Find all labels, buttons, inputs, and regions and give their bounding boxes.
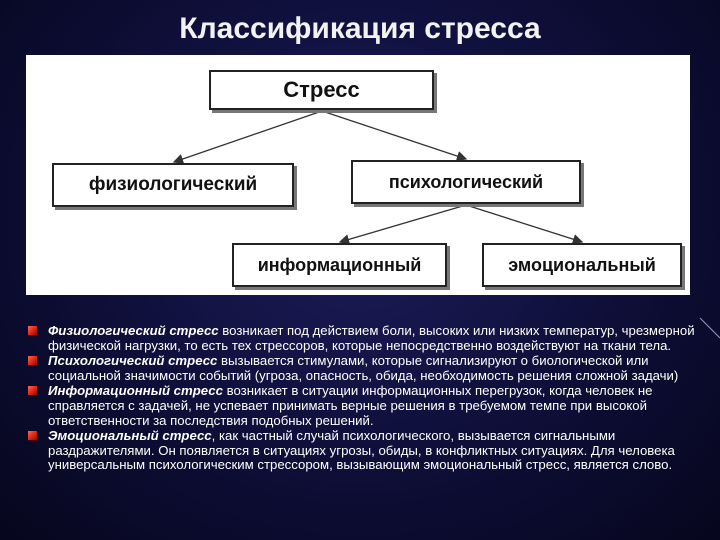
slide-title: Классификация стресса xyxy=(179,12,541,45)
arrow-root-phys xyxy=(174,111,322,162)
definition-item xyxy=(28,324,698,353)
definition-text: вызывается стимулами, которые сигнализируют о биологической или социальной значимости событий (угроза, опасность, обида, необходимость решения сложной задачи) xyxy=(48,353,679,383)
definition-term: Физиологический стресс xyxy=(48,323,219,338)
arrow-root-psy xyxy=(322,111,466,159)
definition-item xyxy=(28,384,698,428)
node-psychological: психологический xyxy=(351,160,581,204)
definition-item xyxy=(28,354,698,383)
arrow-psy-info xyxy=(340,205,466,242)
arrow-psy-emo xyxy=(466,205,582,242)
definitions-list xyxy=(28,324,698,474)
bullet-icon xyxy=(28,356,37,365)
definition-item xyxy=(28,429,698,473)
bullet-icon xyxy=(28,326,37,335)
node-informational: информационный xyxy=(232,243,447,287)
bullet-icon xyxy=(28,386,37,395)
node-stress: Стресс xyxy=(209,70,434,110)
decorative-line xyxy=(698,316,720,340)
bullet-icon xyxy=(28,431,37,440)
classification-diagram xyxy=(26,55,690,295)
definition-term: Информационный стресс xyxy=(48,383,223,399)
definition-text: возникает под действием боли, высоких или низких температур, чрезмерной физической нагрузки, то есть тех стрессоров, которые непосредственно воздействуют на ткани тела. xyxy=(48,323,695,353)
definition-term: Эмоциональный стресс xyxy=(48,428,212,444)
definition-term: Психологический стресс xyxy=(48,353,218,369)
node-emotional: эмоциональный xyxy=(482,243,682,287)
definition-text: возникает в ситуации информационных перегрузок, когда человек не справляется с задачей, не успевает принимать верные решения в требуемом темпе при высокой ответственности за последствия подобных решений. xyxy=(48,383,653,428)
definition-text: , как частный случай психологического, вызывается сигнальными раздражителями. Он появляется в ситуациях угрозы, обиды, в конфликтных ситуациях. Для человека универсальным психологическим стрессором, вызывающим эмоциональный стресс, является слово. xyxy=(48,428,675,473)
node-physiological: физиологический xyxy=(52,163,294,207)
